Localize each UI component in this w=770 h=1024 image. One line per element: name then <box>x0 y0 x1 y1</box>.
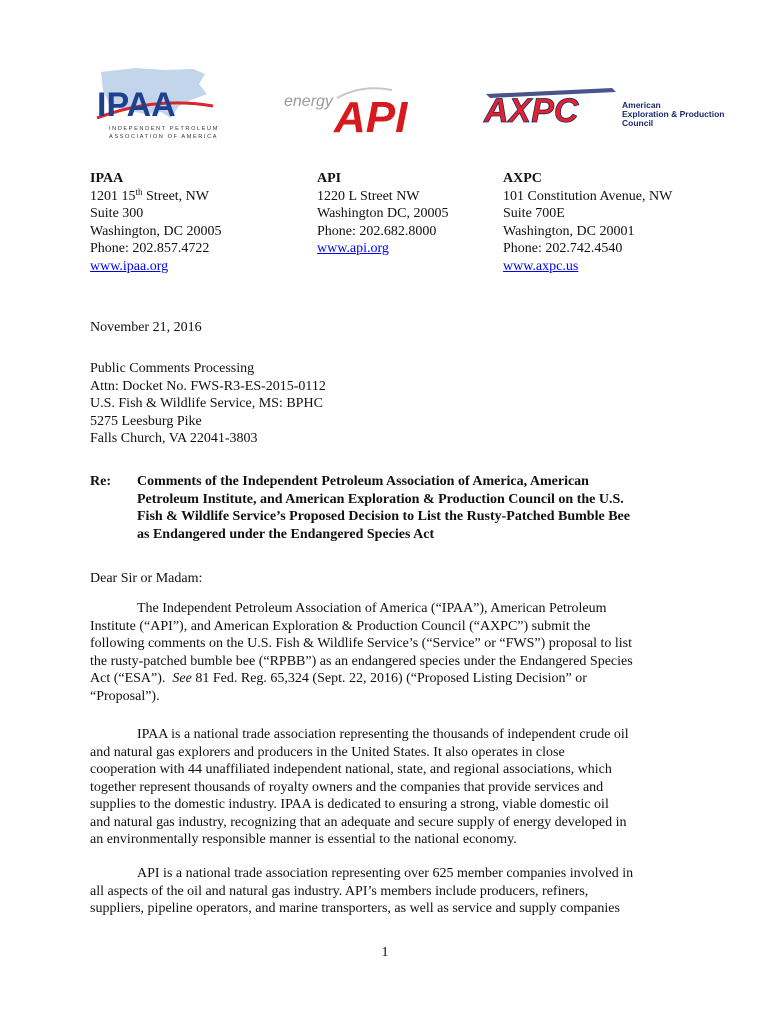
axpc-street: 101 Constitution Avenue, NW <box>503 188 673 204</box>
paragraph-text: API is a national trade association representing over 625 member companies involved in <box>137 866 634 881</box>
body-paragraph <box>90 865 690 918</box>
ipaa-logo-subtitle-2: ASSOCIATION OF AMERICA <box>109 134 219 140</box>
paragraph-text: Act (“ESA”). <box>90 671 173 686</box>
paragraph-line: and natural gas industry, recognizing that an adequate and secure supply of energy developed in <box>90 814 627 830</box>
api-website-link[interactable]: www.api.org <box>317 241 389 256</box>
subject-text-line: as Endangered under the Endangered Species Act <box>137 526 435 542</box>
axpc-logo-line3: Council <box>622 118 654 128</box>
subject-label: Re: <box>90 474 111 489</box>
ipaa-street-sup: th <box>135 186 143 197</box>
paragraph-line: following comments on the U.S. Fish & Wildlife Service’s (“Service” or “FWS”) proposal to list <box>90 636 632 651</box>
paragraph-line: supplies to the domestic industry. IPAA is dedicated to ensuring a strong, viable domestic oil <box>90 797 609 812</box>
paragraph-line: cooperation with 44 unaffiliated independent national, state, and regional associations, which <box>90 762 612 777</box>
paragraph-line: an environmentally responsible manner is essential to the national economy. <box>90 832 517 847</box>
ipaa-website-link[interactable]: www.ipaa.org <box>90 258 169 274</box>
axpc-address-block <box>503 170 672 275</box>
ipaa-city: Washington, DC 20005 <box>90 223 222 239</box>
salutation: Dear Sir or Madam: <box>90 571 203 586</box>
paragraph-line: and natural gas explorers and producers in the United States. It also operates in close <box>90 744 565 760</box>
ipaa-street-rest: Street, NW <box>142 188 209 204</box>
ipaa-org-name: IPAA <box>90 171 124 186</box>
paragraph-line: the rusty-patched bumble bee (“RPBB”) as an endangered species under the Endangered Species <box>90 653 633 669</box>
letter-date: November 21, 2016 <box>90 320 202 335</box>
api-city: Washington DC, 20005 <box>317 206 449 221</box>
api-org-name: API <box>317 171 342 186</box>
subject-text-line: Petroleum Institute, and American Exploration & Production Council on the U.S. <box>137 491 624 507</box>
ipaa-street <box>90 188 221 206</box>
subject-line <box>137 473 697 543</box>
api-address-block <box>317 170 448 258</box>
axpc-website-link[interactable]: www.axpc.us <box>503 258 579 274</box>
axpc-suite: Suite 700E <box>503 206 565 221</box>
page-number: 1 <box>381 945 389 960</box>
recipient-line: Public Comments Processing <box>90 361 255 376</box>
ipaa-logo <box>95 66 219 146</box>
paragraph-line <box>90 726 690 744</box>
axpc-logo-line2: Exploration & Production <box>622 109 725 119</box>
axpc-phone: Phone: 202.742.4540 <box>503 241 623 256</box>
recipient-line: U.S. Fish & Wildlife Service, MS: BPHC <box>90 396 323 411</box>
recipient-line: Attn: Docket No. FWS-R3-ES-2015-0112 <box>90 378 326 394</box>
api-street: 1220 L Street NW <box>317 188 420 204</box>
ipaa-logo-mark: IPAA <box>97 86 176 124</box>
recipient-address <box>90 360 326 448</box>
axpc-city: Washington, DC 20001 <box>503 223 635 239</box>
ipaa-logo-subtitle-1: INDEPENDENT PETROLEUM <box>109 126 219 132</box>
body-paragraph <box>90 600 690 705</box>
api-phone: Phone: 202.682.8000 <box>317 223 437 239</box>
ipaa-street-num: 1201 15 <box>90 188 136 204</box>
subject-text-line: Comments of the Independent Petroleum Association of America, American <box>137 474 589 489</box>
paragraph-line <box>90 600 690 618</box>
axpc-org-name: AXPC <box>503 171 542 186</box>
ipaa-phone: Phone: 202.857.4722 <box>90 241 210 256</box>
paragraph-line: all aspects of the oil and natural gas industry. API’s members include producers, refiners, <box>90 883 589 899</box>
recipient-line: 5275 Leesburg Pike <box>90 413 202 429</box>
paragraph-line: “Proposal”). <box>90 688 160 704</box>
paragraph-text: 81 Fed. Reg. 65,324 (Sept. 22, 2016) (“Proposed Listing Decision” or <box>191 671 587 686</box>
paragraph-line <box>90 865 690 883</box>
paragraph-text: The Independent Petroleum Association of America (“IPAA”), American Petroleum <box>137 601 607 616</box>
paragraph-line: together represent thousands of royalty owners and the companies that provide services and <box>90 779 604 795</box>
api-logo-mark: API <box>334 93 408 142</box>
paragraph-text: IPAA is a national trade association representing the thousands of independent crude oil <box>137 727 629 742</box>
axpc-logo-mark: AXPC <box>484 92 579 130</box>
paragraph-line: suppliers, pipeline operators, and marine transporters, as well as service and supply companies <box>90 901 620 916</box>
recipient-line: Falls Church, VA 22041-3803 <box>90 431 258 446</box>
citation-signal: See <box>172 671 192 686</box>
ipaa-address-block <box>90 170 221 275</box>
body-paragraph <box>90 726 690 849</box>
paragraph-line <box>90 670 690 688</box>
api-logo <box>282 82 427 142</box>
api-logo-word: energy <box>284 93 333 110</box>
ipaa-suite: Suite 300 <box>90 206 144 221</box>
axpc-logo-line1: American <box>622 100 661 110</box>
axpc-logo <box>482 84 725 134</box>
subject-text-line: Fish & Wildlife Service’s Proposed Decision to List the Rusty-Patched Bumble Bee <box>137 509 630 524</box>
paragraph-line: Institute (“API”), and American Exploration & Production Council (“AXPC”) submit the <box>90 618 591 634</box>
